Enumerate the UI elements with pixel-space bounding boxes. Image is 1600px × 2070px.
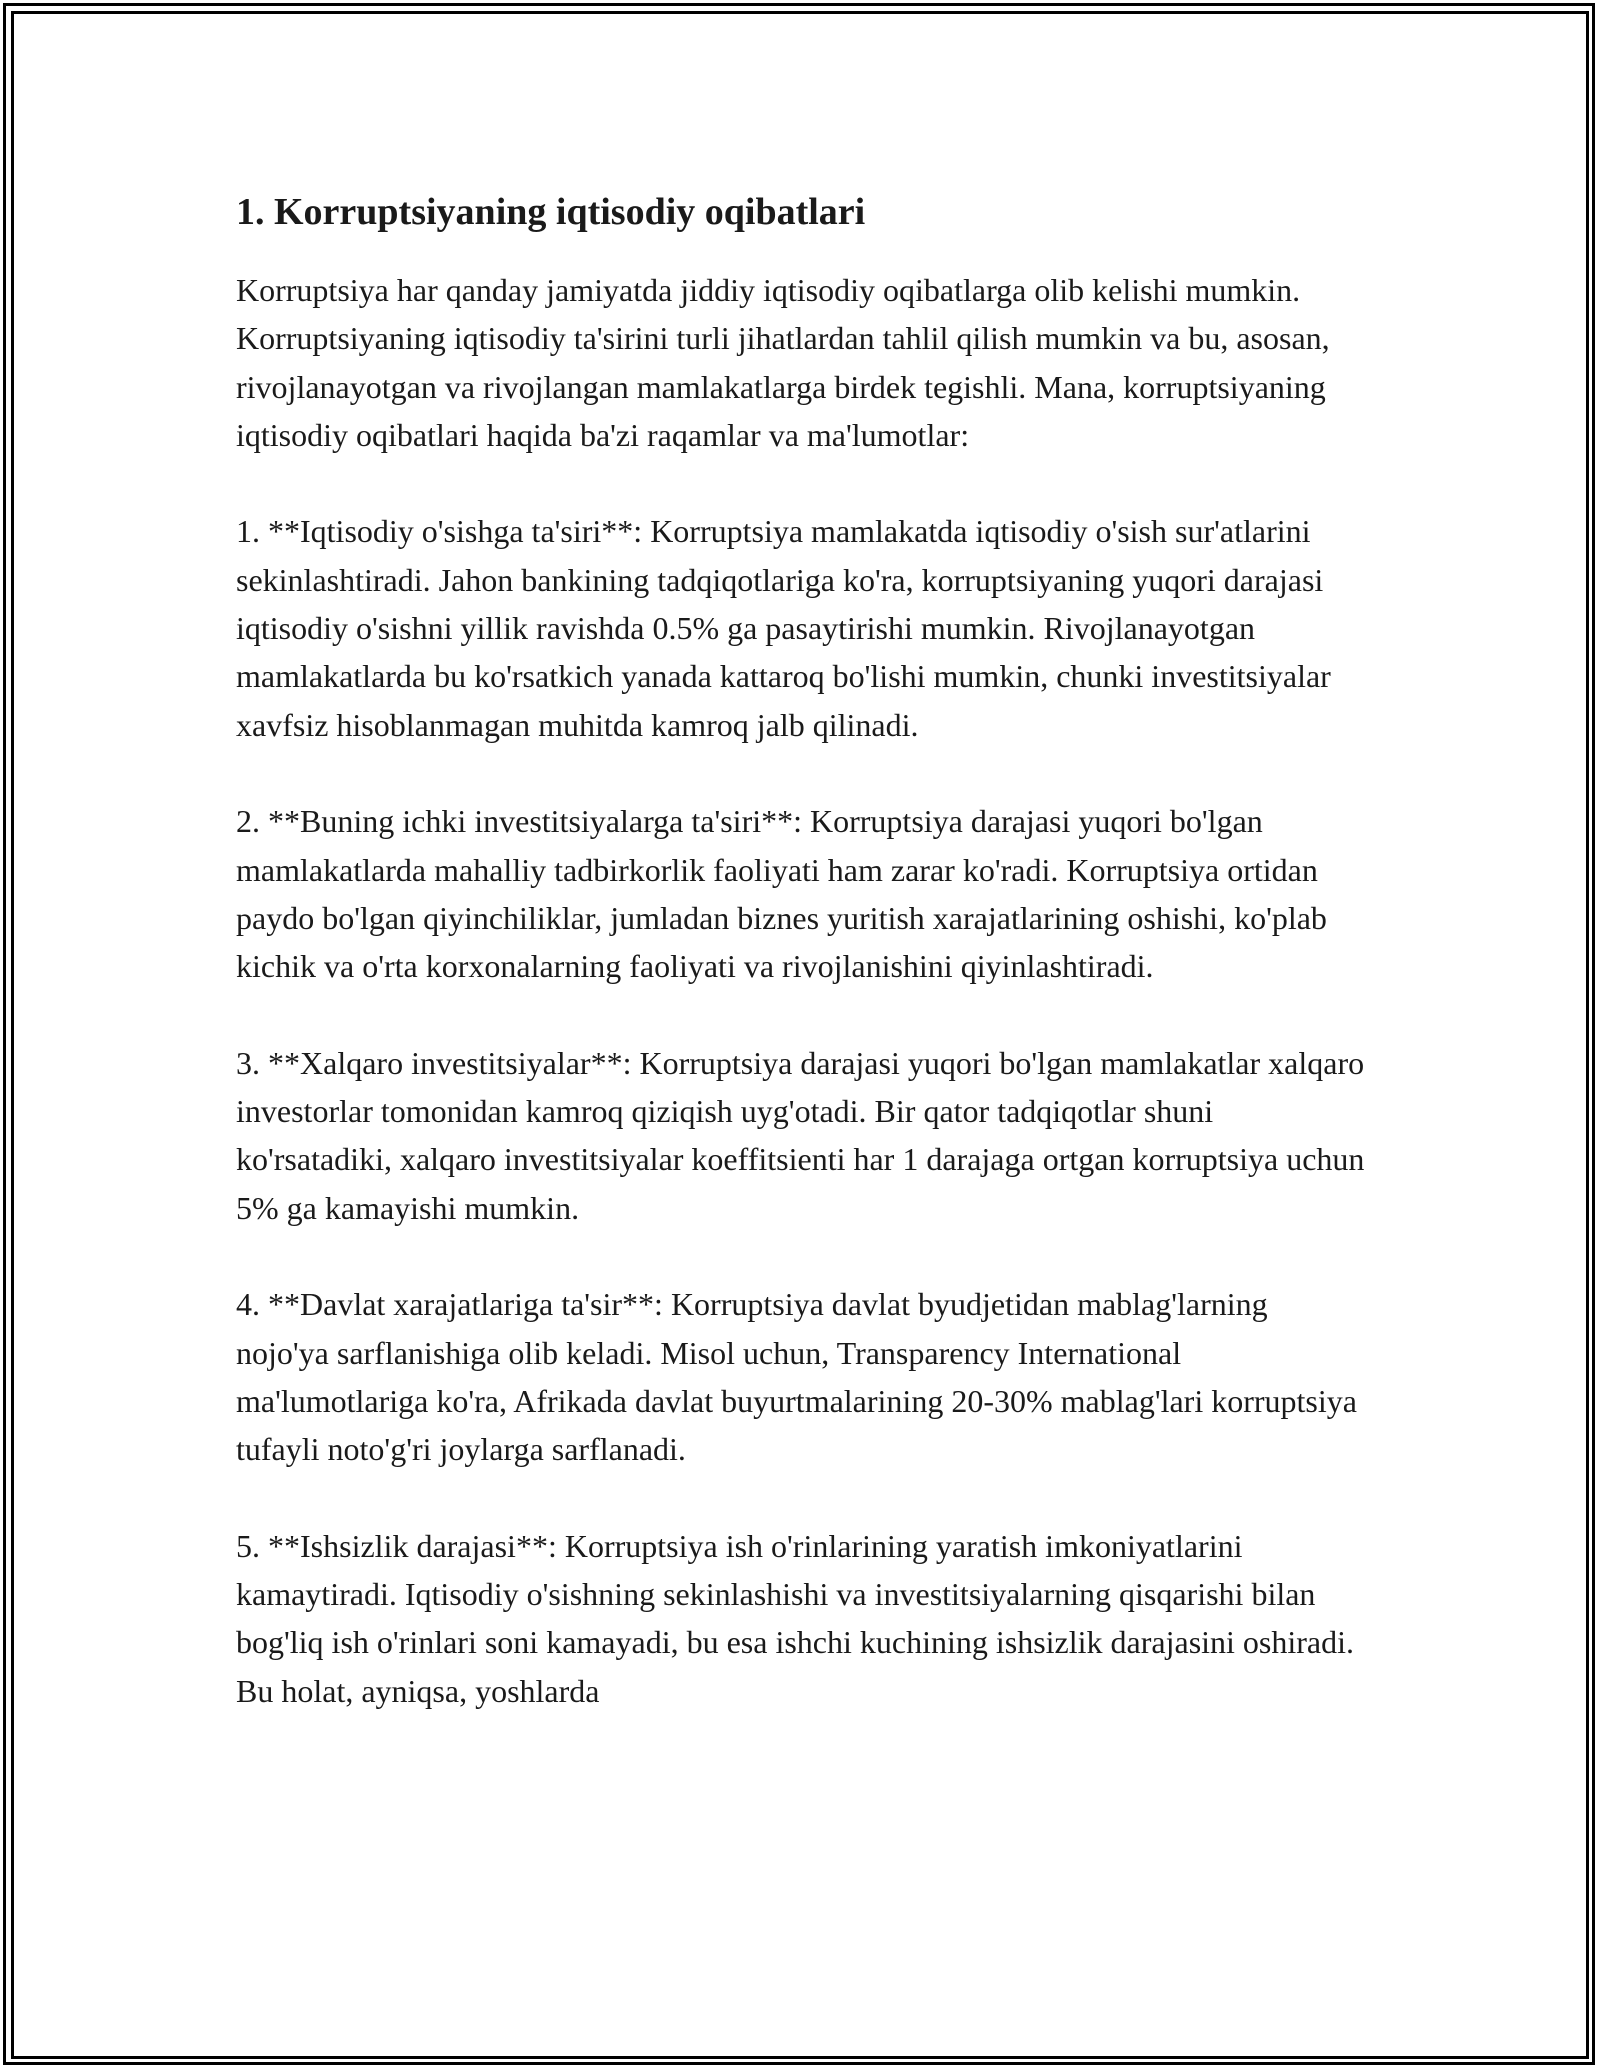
document-title: 1. Korruptsiyaning iqtisodiy oqibatlari <box>236 191 866 233</box>
document-body <box>236 186 1366 1763</box>
point-1-paragraph: 1. **Iqtisodiy o'sishga ta'siri**: Korruptsiya mamlakatda iqtisodiy o'sish sur'atlarini sekinlashtiradi. Jahon bankining tadqiqotlariga ko'ra, korruptsiyaning yuqori darajasi iqtisodiy o'sishni yillik ravishda 0.5% ga pasaytirishi mumkin. Rivojlanayotgan mamlakatlarda bu ko'rsatkich yanada kattaroq bo'lishi mumkin, chunki investitsiyalar xavfsiz hisoblanmagan muhitda kamroq jalb qilinadi. <box>236 513 1331 743</box>
point-5-paragraph: 5. **Ishsizlik darajasi**: Korruptsiya ish o'rinlarining yaratish imkoniyatlarini kamaytiradi. Iqtisodiy o'sishning sekinlashishi va investitsiyalarning qisqarishi bilan bog'liq ish o'rinlari soni kamayadi, bu esa ishchi kuchining ishsizlik darajasini oshiradi. Bu holat, ayniqsa, yoshlarda <box>236 1527 1355 1709</box>
point-2-paragraph: 2. **Buning ichki investitsiyalarga ta'siri**: Korruptsiya darajasi yuqori bo'lgan mamlakatlarda mahalliy tadbirkorlik faoliyati ham zarar ko'radi. Korruptsiya ortidan paydo bo'lgan qiyinchiliklar, jumladan biznes yuritish xarajatlarining oshishi, ko'plab kichik va o'rta korxonalarning faoliyati va rivojlanishini qiyinlashtiradi. <box>236 803 1327 985</box>
point-4-paragraph: 4. **Davlat xarajatlariga ta'sir**: Korruptsiya davlat byudjetidan mablag'larning nojo'ya sarflanishiga olib keladi. Misol uchun, Transparency International ma'lumotlariga ko'ra, Afrikada davlat buyurtmalarining 20-30% mablag'lari korruptsiya tufayli noto'g'ri joylarga sarflanadi. <box>236 1286 1357 1468</box>
point-3-paragraph: 3. **Xalqaro investitsiyalar**: Korruptsiya darajasi yuqori bo'lgan mamlakatlar xalqaro investorlar tomonidan kamroq qiziqish uyg'otadi. Bir qator tadqiqotlar shuni ko'rsatadiki, xalqaro investitsiyalar koeffitsienti har 1 darajaga ortgan korruptsiya uchun 5% ga kamayishi mumkin. <box>236 1044 1365 1226</box>
intro-paragraph: Korruptsiya har qanday jamiyatda jiddiy iqtisodiy oqibatlarga olib kelishi mumkin. Korruptsiyaning iqtisodiy ta'sirini turli jihatlardan tahlil qilish mumkin va bu, asosan, rivojlanayotgan va rivojlangan mamlakatlarga birdek tegishli. Mana, korruptsiyaning iqtisodiy oqibatlari haqida ba'zi raqamlar va ma'lumotlar: <box>236 272 1330 453</box>
